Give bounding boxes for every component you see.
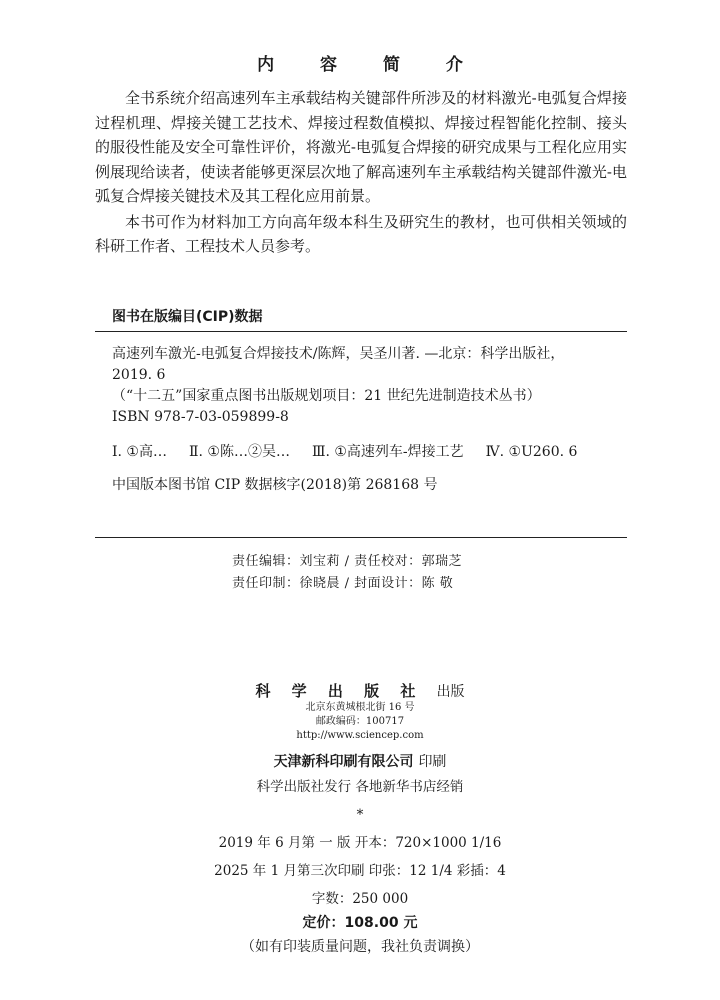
- imprint-block: [0, 680, 720, 959]
- book-abstract: [95, 86, 627, 259]
- cip-record-number: 中国版本图书馆 CIP 数据核字(2018)第 268168 号: [112, 477, 438, 493]
- class-entry-3: Ⅲ. ①高速列车-焊接工艺: [311, 444, 464, 460]
- class-entry-2: Ⅱ. ①陈…②吴…: [188, 444, 290, 460]
- word-count: 字数：250 000: [311, 891, 409, 907]
- publisher-postcode: 邮政编码：100717: [315, 716, 405, 727]
- cip-line-series: （“十二五”国家重点图书出版规划项目：21 世纪先进制造技术丛书）: [112, 388, 541, 404]
- abstract-paragraph-1: 全书系统介绍高速列车主承载结构关键部件所涉及的材料激光-电弧复合焊接过程机理、焊接关键工艺技术、焊接过程数值模拟、焊接过程智能化控制、接头的服役性能及安全可靠性评价，将激光-电弧复合焊接的研究成果与工程化应用实例展现给读者，使读者能够更深层次地了解高速列车主承载结构关键部件激光-电弧复合焊接关键技术及其工程化应用前景。: [95, 89, 627, 205]
- publisher-suffix: 出版: [436, 684, 465, 700]
- edition-line-1: 2019 年 6 月第 一 版 开本：720×1000 1/16: [218, 835, 502, 851]
- cip-line-date: 2019. 6: [112, 367, 166, 383]
- divider-top: [95, 331, 627, 332]
- price: 定价：108.00 元: [302, 915, 418, 931]
- publisher-line: [0, 680, 720, 701]
- cip-classification: [112, 442, 627, 463]
- spacer: [112, 428, 627, 442]
- cip-data-block: [112, 344, 627, 496]
- staff-line-1: 责任编辑：刘宝莉 / 责任校对：郭瑞芝: [232, 554, 463, 569]
- quality-notice: （如有印装质量问题，我社负责调换）: [241, 939, 479, 955]
- printer-suffix: 印刷: [418, 754, 447, 770]
- edition-line-2: 2025 年 1 月第三次印刷 印张：12 1/4 彩插：4: [214, 863, 506, 879]
- publisher-address: 北京东黄城根北街 16 号: [305, 702, 415, 713]
- class-entry-4: Ⅳ. ①U260. 6: [485, 444, 578, 460]
- printer-name: 天津新科印刷有限公司: [273, 754, 414, 770]
- abstract-paragraph-2: 本书可作为材料加工方向高年级本科生及研究生的教材，也可供相关领域的科研工作者、工程技术人员参考。: [95, 212, 627, 255]
- cip-isbn: ISBN 978-7-03-059899-8: [112, 409, 289, 425]
- distribution-line: 科学出版社发行 各地新华书店经销: [256, 779, 464, 795]
- publisher-name: 科 学 出 版 社: [255, 682, 424, 700]
- staff-line-2: 责任印制：徐晓晨 / 封面设计：陈 敬: [232, 576, 454, 591]
- class-entry-1: Ⅰ. ①高…: [112, 444, 167, 460]
- divider-bottom: [95, 537, 627, 538]
- page-title: 内 容 简 介: [257, 55, 483, 75]
- staff-credits: [232, 551, 462, 595]
- publisher-website: http://www.sciencep.com: [296, 730, 424, 741]
- asterisk-separator: *: [356, 807, 364, 823]
- cip-line-title: 高速列车激光-电弧复合焊接技术/陈辉，吴圣川著. —北京：科学出版社，: [112, 346, 565, 362]
- printer-line: [0, 751, 720, 771]
- cip-heading: 图书在版编目(CIP)数据: [112, 309, 263, 325]
